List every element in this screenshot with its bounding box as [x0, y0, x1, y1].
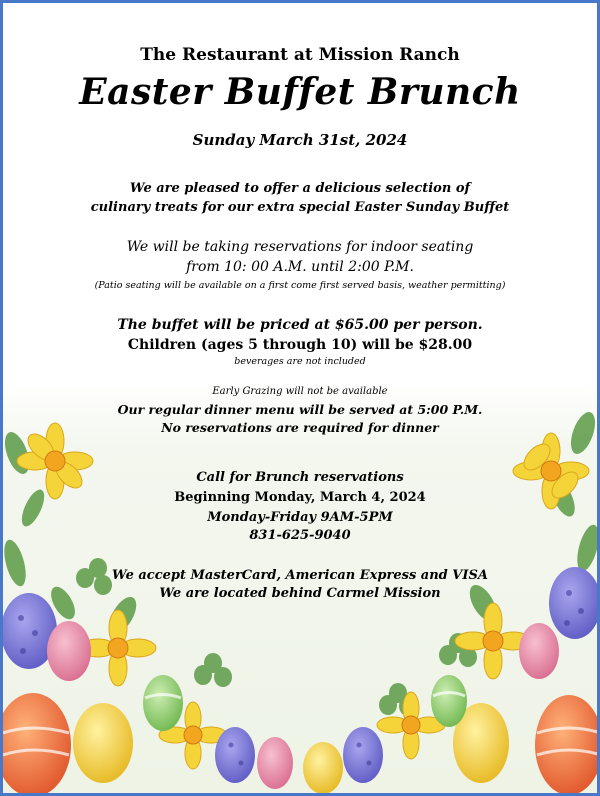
egg-blue-bottom-left — [215, 727, 255, 783]
intro-line-1: We are pleased to offer a delicious selection of — [129, 181, 471, 196]
egg-yellow-left — [73, 703, 133, 783]
children-price: Children (ages 5 through 10) will be $28.00 — [127, 337, 473, 353]
egg-green-left — [143, 675, 183, 731]
adult-price: The buffet will be priced at $65.00 per person. — [117, 317, 483, 333]
payment-methods: We accept MasterCard, American Express and VISA — [112, 568, 488, 583]
egg-pink-right — [519, 623, 559, 679]
phone-number[interactable]: 831-625-9040 — [249, 528, 351, 543]
dinner-no-reservations: No reservations are required for dinner — [161, 420, 439, 435]
egg-pink-left — [47, 621, 91, 681]
reservation-hours: Monday-Friday 9AM-5PM — [207, 510, 393, 525]
easter-floral-background — [3, 3, 597, 793]
beverages-note: beverages are not included — [234, 356, 366, 367]
call-for-reservations: Call for Brunch reservations — [196, 470, 404, 485]
reservations-start-date: Beginning Monday, March 4, 2024 — [174, 490, 426, 505]
reservations-line-1: We will be taking reservations for indoor seating — [126, 239, 474, 255]
egg-blue-bottom-right — [343, 727, 383, 783]
patio-note: (Patio seating will be available on a first come first served basis, weather permitting) — [94, 280, 506, 291]
event-date: Sunday March 31st, 2024 — [192, 131, 408, 149]
venue-name: The Restaurant at Mission Ranch — [140, 45, 460, 65]
reservations-line-2: from 10: 00 A.M. until 2:00 P.M. — [186, 259, 414, 275]
intro-line-2: culinary treats for our extra special Easter Sunday Buffet — [90, 200, 510, 215]
dinner-menu-note: Our regular dinner menu will be served at 5:00 P.M. — [117, 402, 483, 417]
early-grazing-note: Early Grazing will not be available — [212, 386, 388, 397]
egg-pink-bottom-left — [257, 737, 293, 789]
egg-green-right — [431, 675, 467, 727]
event-title: Easter Buffet Brunch — [79, 71, 521, 113]
location-note: We are located behind Carmel Mission — [159, 586, 441, 601]
egg-yellow-bottom-center — [303, 742, 343, 793]
